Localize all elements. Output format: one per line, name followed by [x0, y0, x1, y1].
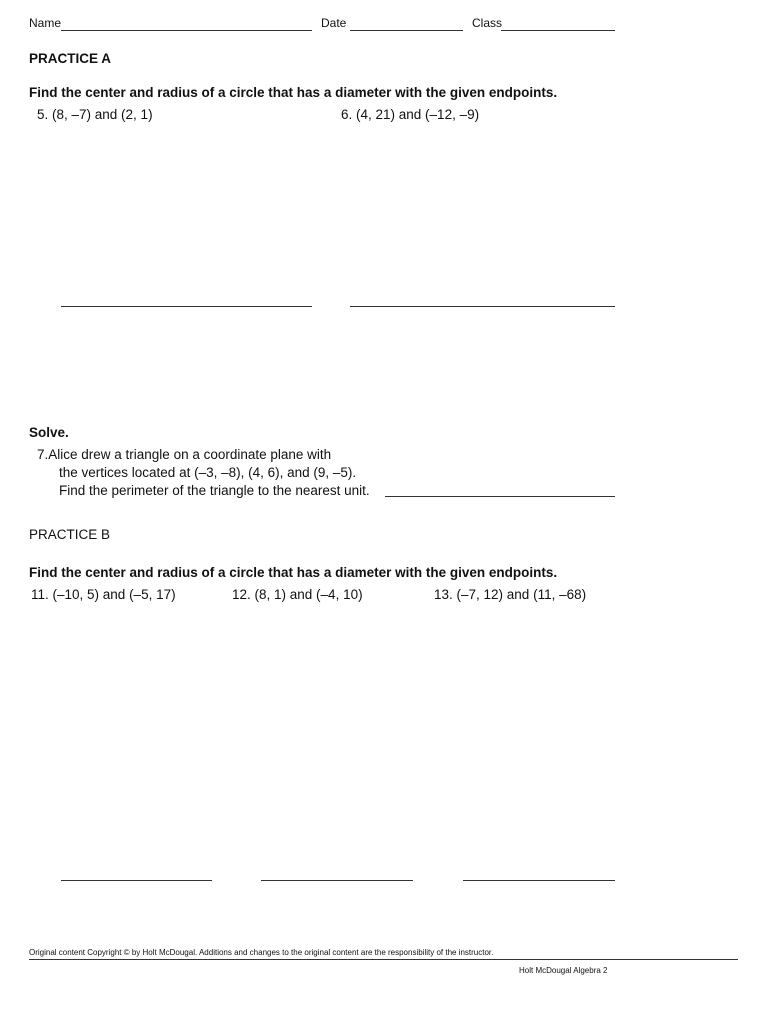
practice-a-instruction: Find the center and radius of a circle that has a diameter with the given endpoints.: [29, 85, 558, 100]
practice-a-title: PRACTICE A: [29, 51, 112, 66]
date-label: Date: [321, 16, 347, 30]
solve-title: Solve.: [29, 425, 69, 440]
book-title: Holt McDougal Algebra 2: [519, 966, 608, 975]
class-label: Class: [472, 16, 503, 30]
problem-7-line-1: 7.Alice drew a triangle on a coordinate plane with: [37, 447, 332, 462]
copyright-notice: Original content Copyright © by Holt McDougal. Additions and changes to the original content are the responsibility of the instructor.: [29, 948, 494, 957]
name-field[interactable]: [61, 30, 312, 31]
problem-13: 13. (–7, 12) and (11, –68): [434, 587, 587, 602]
answer-line-6[interactable]: [350, 306, 615, 307]
name-label: Name: [29, 16, 62, 30]
problem-12: 12. (8, 1) and (–4, 10): [232, 587, 363, 602]
date-field[interactable]: [350, 30, 463, 31]
answer-line-11[interactable]: [61, 880, 212, 881]
footer-divider: [29, 959, 738, 960]
problem-11: 11. (–10, 5) and (–5, 17): [31, 587, 176, 602]
practice-b-title: PRACTICE B: [29, 527, 111, 542]
answer-line-12[interactable]: [261, 880, 413, 881]
class-field[interactable]: [501, 30, 615, 31]
problem-7-line-2: the vertices located at (–3, –8), (4, 6), and (9, –5).: [59, 465, 357, 480]
practice-b-instruction: Find the center and radius of a circle that has a diameter with the given endpoints.: [29, 565, 558, 580]
problem-7-line-3: Find the perimeter of the triangle to the nearest unit.: [59, 483, 370, 498]
answer-line-13[interactable]: [463, 880, 615, 881]
answer-line-5[interactable]: [61, 306, 312, 307]
answer-line-7[interactable]: [385, 496, 615, 497]
problem-6: 6. (4, 21) and (–12, –9): [341, 107, 480, 122]
problem-5: 5. (8, –7) and (2, 1): [37, 107, 153, 122]
